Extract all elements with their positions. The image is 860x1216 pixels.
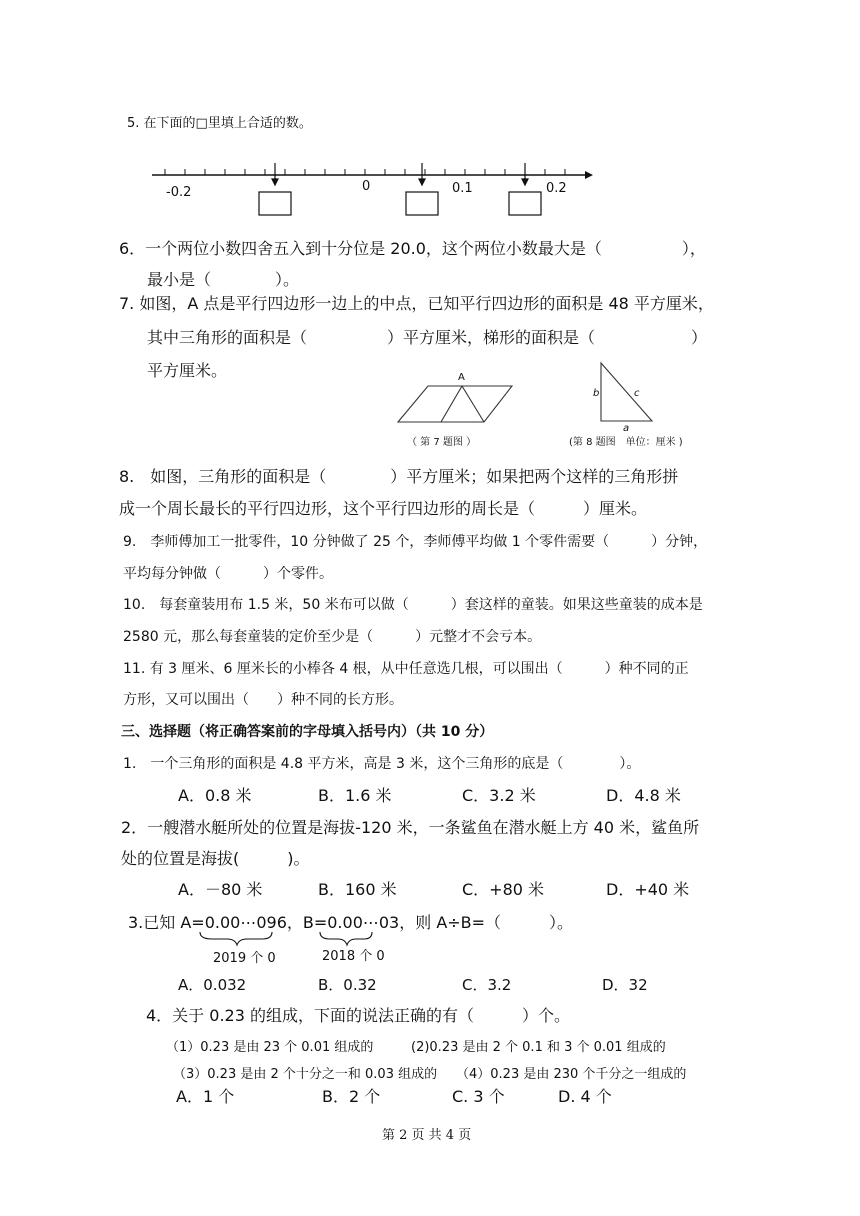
side-c-label: c	[634, 388, 640, 399]
underbrace-2	[320, 932, 372, 945]
c2-option-c: C．+80 米	[462, 880, 545, 899]
side-b-label: b	[593, 388, 600, 399]
c3-option-a: A．0.032	[178, 976, 247, 994]
q7-line3: 平方厘米。	[147, 361, 228, 380]
c1-option-d: D．4.8 米	[606, 786, 681, 805]
c4-stem: 4．关于 0.23 的组成，下面的说法正确的有（ ）个。	[146, 1006, 570, 1025]
tick-label-p02: 0.2	[546, 181, 567, 196]
fig8-caption: (第 8 题图 单位：厘米 )	[569, 437, 683, 448]
c4-statement-1: （1）0.23 是由 23 个 0.01 组成的	[166, 1040, 374, 1055]
tick-label-p01: 0.1	[452, 181, 473, 196]
tick-label-zero: 0	[362, 179, 371, 194]
point-a-label: A	[458, 372, 465, 383]
side-a-label: a	[623, 423, 630, 434]
c4-option-d: D. 4 个	[558, 1087, 612, 1106]
q8-line1: 8. 如图，三角形的面积是（ ）平方厘米；如果把两个这样的三角形拼	[119, 467, 679, 486]
q11-line1: 11. 有 3 厘米、6 厘米长的小棒各 4 根，从中任意选几根，可以围出（ ）种不同的正	[123, 661, 689, 677]
c1-option-c: C．3.2 米	[462, 786, 536, 805]
c1-option-b: B．1.6 米	[318, 786, 392, 805]
c2-option-a: A．－80 米	[178, 880, 263, 899]
q6-line2: 最小是（ ）。	[147, 270, 300, 289]
c3-option-c: C．3.2	[462, 976, 512, 994]
q11-line2: 方形，又可以围出（ ）种不同的长方形。	[123, 692, 403, 708]
page-footer: 第 2 页 共 4 页	[382, 1128, 472, 1143]
c2-line1: 2．一艘潜水艇所处的位置是海拔-120 米，一条鲨鱼在潜水艇上方 40 米，鲨鱼所	[121, 818, 700, 837]
tick-label-m02: -0.2	[166, 185, 192, 200]
c1-stem: 1. 一个三角形的面积是 4.8 平方米，高是 3 米，这个三角形的底是（ ）。	[123, 756, 641, 772]
c3-stem: 3.已知 A=0.00⋯096，B=0.00⋯03，则 A÷B=（ ）。	[128, 913, 574, 932]
c2-option-d: D．+40 米	[606, 880, 690, 899]
q9-line1: 9. 李师傅加工一批零件，10 分钟做了 25 个，李师傅平均做 1 个零件需要（ ）分钟，	[123, 534, 708, 550]
c3-brace-label-1: 2019 个 0	[213, 951, 276, 966]
c3-option-d: D．32	[602, 976, 648, 994]
fig7-caption: （ 第 7 题图 ）	[407, 437, 477, 448]
c3-option-b: B．0.32	[318, 976, 377, 994]
q10-line2: 2580 元，那么每套童装的定价至少是（ ）元整才不会亏本。	[123, 629, 542, 645]
q10-line1: 10. 每套童装用布 1.5 米，50 米布可以做（ ）套这样的童装。如果这些童装的成本是	[123, 597, 703, 613]
section-3-heading: 三、选择题（将正确答案前的字母填入括号内）（共 10 分）	[121, 724, 494, 740]
c4-option-b: B．2 个	[322, 1087, 381, 1106]
q9-line2: 平均每分钟做（ ）个零件。	[123, 566, 333, 582]
c4-option-c: C. 3 个	[452, 1087, 505, 1106]
c3-brace-label-2: 2018 个 0	[322, 949, 385, 964]
c1-option-a: A．0.8 米	[178, 786, 252, 805]
q8-line2: 成一个周长最长的平行四边形，这个平行四边形的周长是（ ）厘米。	[119, 499, 648, 518]
underbrace-1	[200, 932, 272, 945]
c4-statement-2: (2)0.23 是由 2 个 0.1 和 3 个 0.01 组成的	[411, 1040, 666, 1055]
c2-option-b: B．160 米	[318, 880, 397, 899]
c4-statement-4: （4）0.23 是由 230 个千分之一组成的	[456, 1067, 687, 1082]
q7-line2: 其中三角形的面积是（ ）平方厘米，梯形的面积是（ ）	[147, 328, 708, 347]
c4-option-a: A．1 个	[176, 1087, 235, 1106]
c2-line2: 处的位置是海拔( )。	[121, 849, 310, 868]
c4-statement-3: （3）0.23 是由 2 个十分之一和 0.03 组成的	[173, 1067, 438, 1082]
q6-line1: 6．一个两位小数四舍五入到十分位是 20.0，这个两位小数最大是（ ），	[119, 239, 706, 258]
q7-line1: 7. 如图，A 点是平行四边形一边上的中点，已知平行四边形的面积是 48 平方厘米，	[119, 294, 714, 313]
q5-title: 5. 在下面的□里填上合适的数。	[127, 116, 312, 131]
